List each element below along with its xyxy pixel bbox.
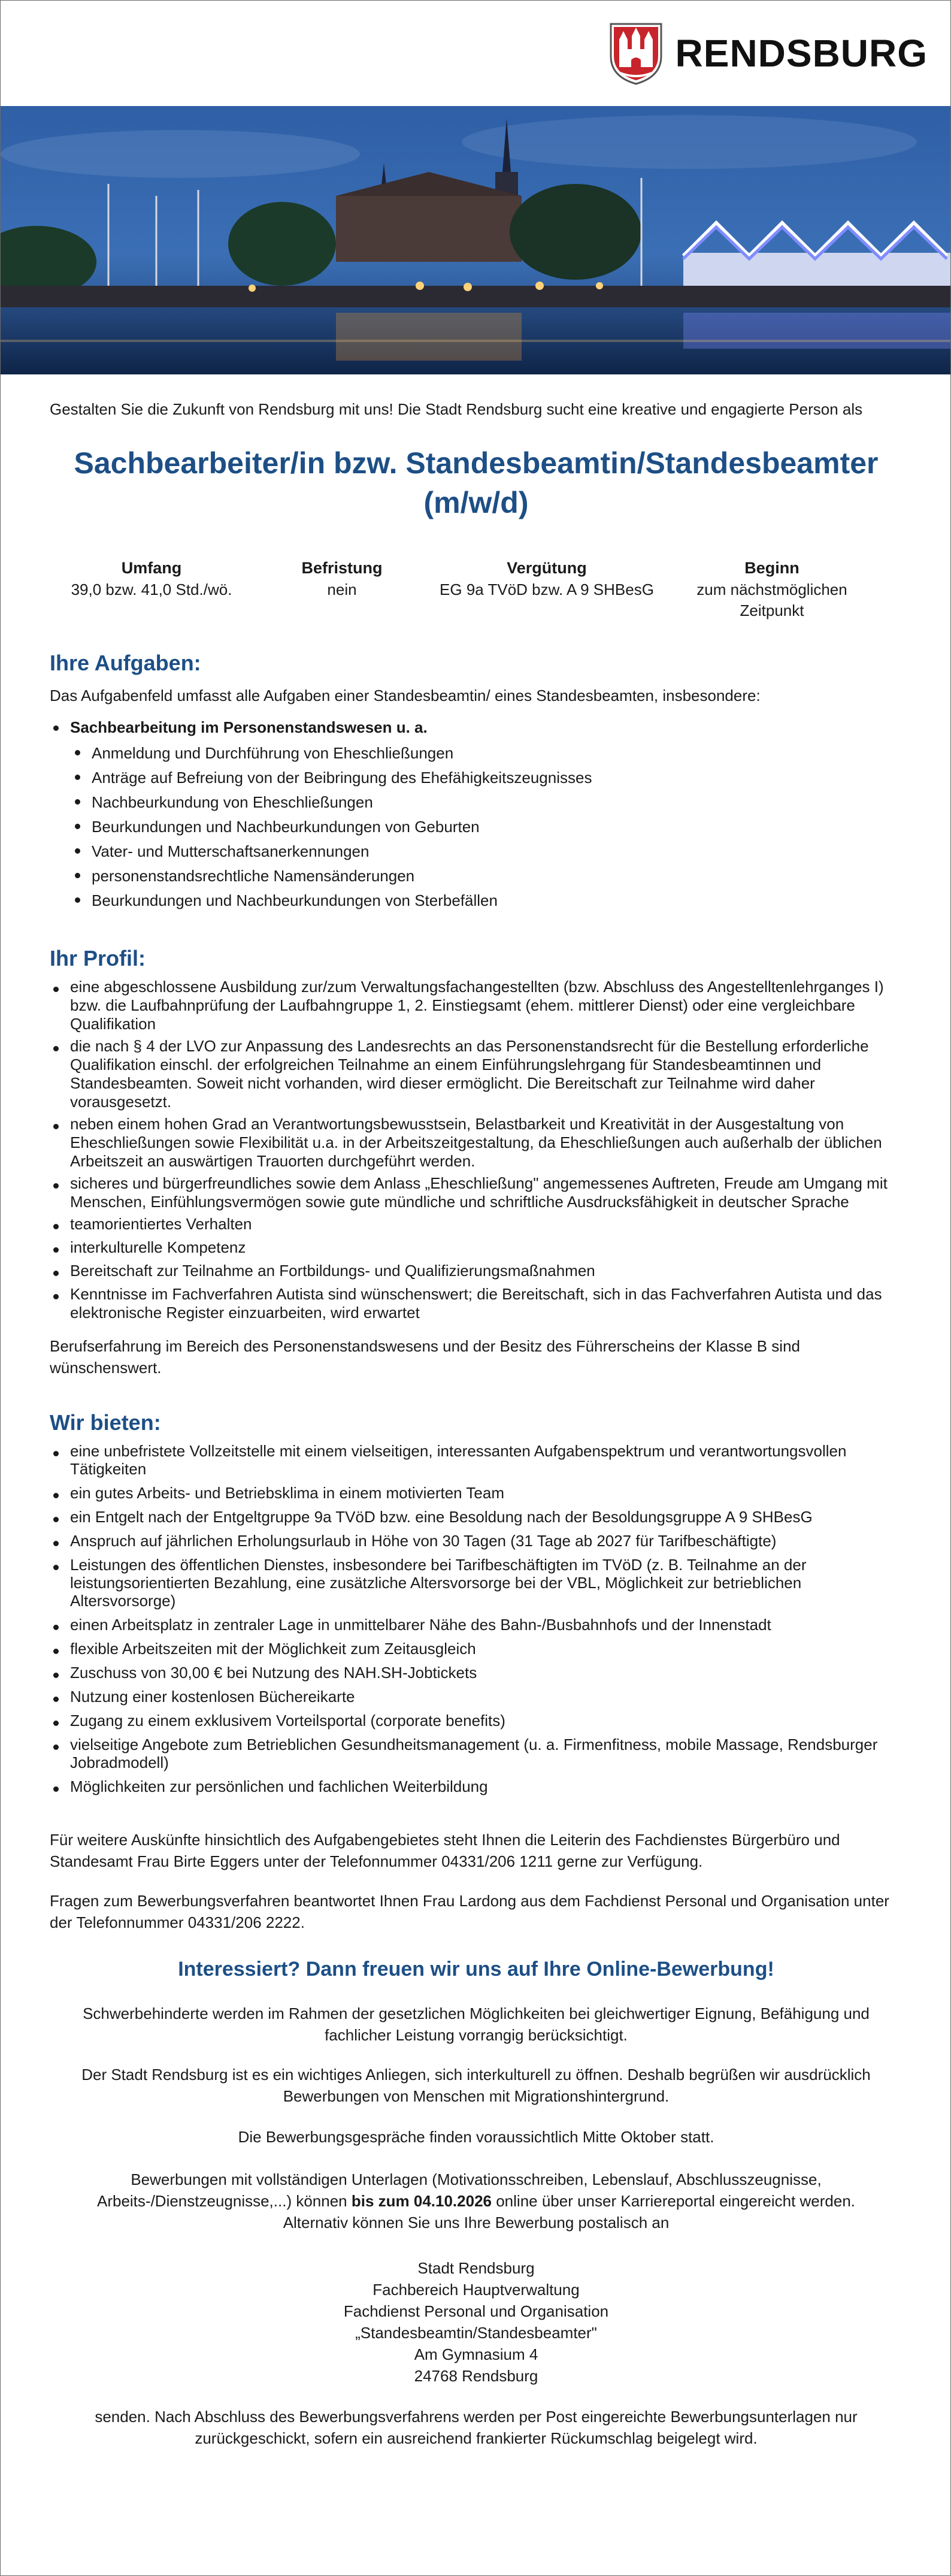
list-item: Vater- und Mutterschaftsanerkennungen bbox=[71, 839, 902, 864]
brand-logo bbox=[608, 19, 928, 88]
contact-application: Fragen zum Bewerbungsverfahren beantwortet Ihnen Frau Lardong aus dem Fachdienst Personal und Organisation unter der Telefonnummer 04331/206 2222. bbox=[50, 1892, 889, 1931]
list-item: eine unbefristete Vollzeitstelle mit einem vielseitigen, interessanten Aufgabenspektrum und verantwortungsvollen Tätigkeiten bbox=[50, 1442, 902, 1478]
address-line: Am Gymnasium 4 bbox=[414, 2345, 538, 2363]
fact-umfang bbox=[50, 557, 253, 621]
list-item: Anspruch auf jährlichen Erholungsurlaub in Höhe von 30 Tagen (31 Tage ab 2027 für Tarifbeschäftigte) bbox=[50, 1532, 902, 1550]
apply-deadline: bis zum 04.10.2026 bbox=[351, 2192, 492, 2210]
tasks-main-item: Sachbearbeitung im Personenstandswesen u. a. bbox=[70, 718, 428, 736]
offer-heading: Wir bieten: bbox=[50, 1410, 161, 1435]
list-item: Kenntnisse im Fachverfahren Autista sind wünschenswert; die Bereitschaft, sich in das Fachverfahren Autista und das elektronische Register einzuarbeiten, wird erwartet bbox=[50, 1285, 902, 1322]
list-item: Leistungen des öffentlichen Dienstes, insbesondere bei Tarifbeschäftigten im TVöD (z. B. Teilnahme an der leistungsorientierten Bezahlung, eine zusätzliche Altersvorsorge bei der VBL, Möglichkeit zur betrieblichen Altersvorsorge) bbox=[50, 1556, 902, 1610]
fact-value: EG 9a TVöD bzw. A 9 SHBesG bbox=[440, 580, 654, 598]
list-item: teamorientiertes Verhalten bbox=[50, 1215, 902, 1233]
address-line: „Standesbeamtin/Standesbeamter" bbox=[355, 2324, 597, 2342]
hero-image bbox=[1, 106, 950, 374]
note-disability: Schwerbehinderte werden im Rahmen der gesetzlichen Möglichkeiten bei gleichwertiger Eignung, Befähigung und fachlicher Leistung vorrangig berücksichtigt. bbox=[83, 2004, 870, 2044]
job-title-line1: Sachbearbeiter/in bzw. Standesbeamtin/Standesbeamter bbox=[74, 446, 879, 480]
list-item: interkulturelle Kompetenz bbox=[50, 1238, 902, 1257]
fact-label: Vergütung bbox=[507, 559, 587, 577]
profile-heading: Ihr Profil: bbox=[50, 946, 146, 970]
postal-address bbox=[50, 2257, 902, 2387]
fact-value: 39,0 bzw. 41,0 Std./wö. bbox=[71, 580, 232, 598]
address-line: 24768 Rendsburg bbox=[414, 2367, 538, 2385]
list-item: eine abgeschlossene Ausbildung zur/zum Verwaltungsfachangestellten (bzw. Abschluss des Angestelltenlehrganges I) bzw. die Laufbahnprüfung der Laufbahngruppe 1, 2. Einstiegsamt (ehem. mittlerer Dienst) oder eine vergleichbare Qualifikation bbox=[50, 978, 902, 1033]
apply-text bbox=[50, 2169, 902, 2233]
list-item bbox=[50, 716, 902, 739]
list-item: einen Arbeitsplatz in zentraler Lage in unmittelbarer Nähe des Bahn-/Busbahnhofs und der Innenstadt bbox=[50, 1616, 902, 1634]
list-item: personenstandsrechtliche Namensänderungen bbox=[71, 864, 902, 888]
offer-section bbox=[50, 1410, 902, 1795]
list-item: ein Entgelt nach der Entgeltgruppe 9a TVöD bzw. eine Besoldung nach der Besoldungsgruppe A 9 SHBesG bbox=[50, 1508, 902, 1526]
rendsburg-crest-icon bbox=[608, 22, 664, 85]
profile-note: Berufserfahrung im Bereich des Personenstandswesens und der Besitz des Führerscheins der Klasse B sind wünschenswert. bbox=[50, 1337, 800, 1377]
fact-label: Befristung bbox=[301, 559, 383, 577]
fact-label: Umfang bbox=[121, 559, 182, 577]
harbour-night-illustration bbox=[1, 106, 950, 374]
job-title-line2: (m/w/d) bbox=[423, 486, 529, 519]
job-title bbox=[50, 443, 902, 522]
list-item: Bereitschaft zur Teilnahme an Fortbildungs- und Qualifizierungsmaßnahmen bbox=[50, 1262, 902, 1280]
list-item: neben einem hohen Grad an Verantwortungsbewusstsein, Belastbarkeit und Kreativität in der Ausgestaltung von Eheschließungen sowie Flexibilität u.a. in der Arbeitszeitgestaltung, da Eheschließungen auch außerhalb der üblichen Arbeitszeit an auswärtigen Trauorten durchgeführt werden. bbox=[50, 1115, 902, 1171]
list-item: Beurkundungen und Nachbeurkundungen von Geburten bbox=[71, 815, 902, 839]
fact-befristung bbox=[253, 557, 431, 621]
list-item: Möglichkeiten zur persönlichen und fachlichen Weiterbildung bbox=[50, 1777, 902, 1795]
tasks-heading: Ihre Aufgaben: bbox=[50, 651, 201, 675]
note-interviews: Die Bewerbungsgespräche finden voraussichtlich Mitte Oktober statt. bbox=[238, 2128, 714, 2146]
list-item: Nachbeurkundung von Eheschließungen bbox=[71, 790, 902, 815]
brand-name: RENDSBURG bbox=[675, 32, 928, 75]
fact-value: nein bbox=[327, 580, 357, 598]
fact-verguetung bbox=[431, 557, 663, 621]
key-facts bbox=[50, 557, 902, 621]
list-item: die nach § 4 der LVO zur Anpassung des Landesrechts an das Personenstandsrecht für die Bestellung erforderliche Qualifikation einschl. der erfolgreichen Teilnahme an einem Einführungslehrgang für Standesbeamtinnen und Standesbeamten. Soweit nicht vorhanden, wird dieser ermöglicht. Die Bereitschaft zur Teilnahme wird daher vorausgesetzt. bbox=[50, 1037, 902, 1111]
address-line: Stadt Rendsburg bbox=[417, 2259, 535, 2277]
profile-section bbox=[50, 945, 902, 1378]
offer-list bbox=[50, 1442, 902, 1795]
apply-text-after: online über unser Karriereportal eingereicht werden. Alternativ können Sie uns Ihre Bewerbung postalisch an bbox=[283, 2192, 856, 2232]
profile-list bbox=[50, 978, 902, 1322]
fact-beginn bbox=[663, 557, 881, 621]
contact-tasks: Für weitere Auskünfte hinsichtlich des Aufgabengebietes steht Ihnen die Leiterin des Fachdienstes Bürgerbüro und Standesamt Frau Birte Eggers unter der Telefonnummer 04331/206 1211 gerne zur Verfügung. bbox=[50, 1831, 840, 1870]
list-item: vielseitige Angebote zum Betrieblichen Gesundheitsmanagement (u. a. Firmenfitness, mobile Massage, Rendsburger Jobradmodell) bbox=[50, 1736, 902, 1771]
list-item: Beurkundungen und Nachbeurkundungen von Sterbefällen bbox=[71, 888, 902, 913]
apply-text-before: Bewerbungen mit vollständigen Unterlagen (Motivationsschreiben, Lebenslauf, Abschlusszeugnisse, Arbeits-/Dienstzeugnisse,...) können bbox=[96, 2170, 822, 2210]
posting-content bbox=[50, 374, 902, 2449]
tasks-list bbox=[50, 716, 902, 739]
fact-value: zum nächstmöglichen Zeitpunkt bbox=[696, 580, 847, 619]
address-line: Fachbereich Hauptverwaltung bbox=[372, 2281, 580, 2299]
note-migration: Der Stadt Rendsburg ist es ein wichtiges Anliegen, sich interkulturell zu öffnen. Deshalb begrüßen wir ausdrücklich Bewerbungen von Menschen mit Migrationshintergrund. bbox=[81, 2066, 871, 2105]
address-line: Fachdienst Personal und Organisation bbox=[343, 2302, 609, 2320]
intro-text: Gestalten Sie die Zukunft von Rendsburg mit uns! Die Stadt Rendsburg sucht eine kreative und engagierte Person als bbox=[50, 400, 863, 418]
cta-heading: Interessiert? Dann freuen wir uns auf Ihre Online-Bewerbung! bbox=[178, 1958, 774, 1981]
list-item: flexible Arbeitszeiten mit der Möglichkeit zum Zeitausgleich bbox=[50, 1640, 902, 1658]
tasks-sublist bbox=[50, 741, 902, 913]
list-item: sicheres und bürgerfreundliches sowie dem Anlass „Eheschließung" angemessenes Auftreten, Freude am Umgang mit Menschen, Einfühlungsvermögen sowie gute mündliche und schriftliche Ausdrucksfähigkeit in deutscher Sprache bbox=[50, 1174, 902, 1211]
list-item: Anmeldung und Durchführung von Eheschließungen bbox=[71, 741, 902, 766]
tasks-section bbox=[50, 650, 902, 913]
list-item: Zuschuss von 30,00 € bei Nutzung des NAH.SH-Jobtickets bbox=[50, 1664, 902, 1682]
list-item: Zugang zu einem exklusivem Vorteilsportal (corporate benefits) bbox=[50, 1712, 902, 1730]
fact-label: Beginn bbox=[744, 559, 799, 577]
tasks-intro: Das Aufgabenfeld umfasst alle Aufgaben einer Standesbeamtin/ eines Standesbeamten, insbesondere: bbox=[50, 687, 761, 705]
list-item: Anträge auf Befreiung von der Beibringung des Ehefähigkeitszeugnisses bbox=[71, 766, 902, 790]
list-item: ein gutes Arbeits- und Betriebsklima in einem motivierten Team bbox=[50, 1484, 902, 1502]
closing-note: senden. Nach Abschluss des Bewerbungsverfahrens werden per Post eingereichte Bewerbungsunterlagen nur zurückgeschickt, sofern ein ausreichend frankierter Rückumschlag beigelegt wird. bbox=[95, 2408, 858, 2447]
list-item: Nutzung einer kostenlosen Büchereikarte bbox=[50, 1688, 902, 1706]
